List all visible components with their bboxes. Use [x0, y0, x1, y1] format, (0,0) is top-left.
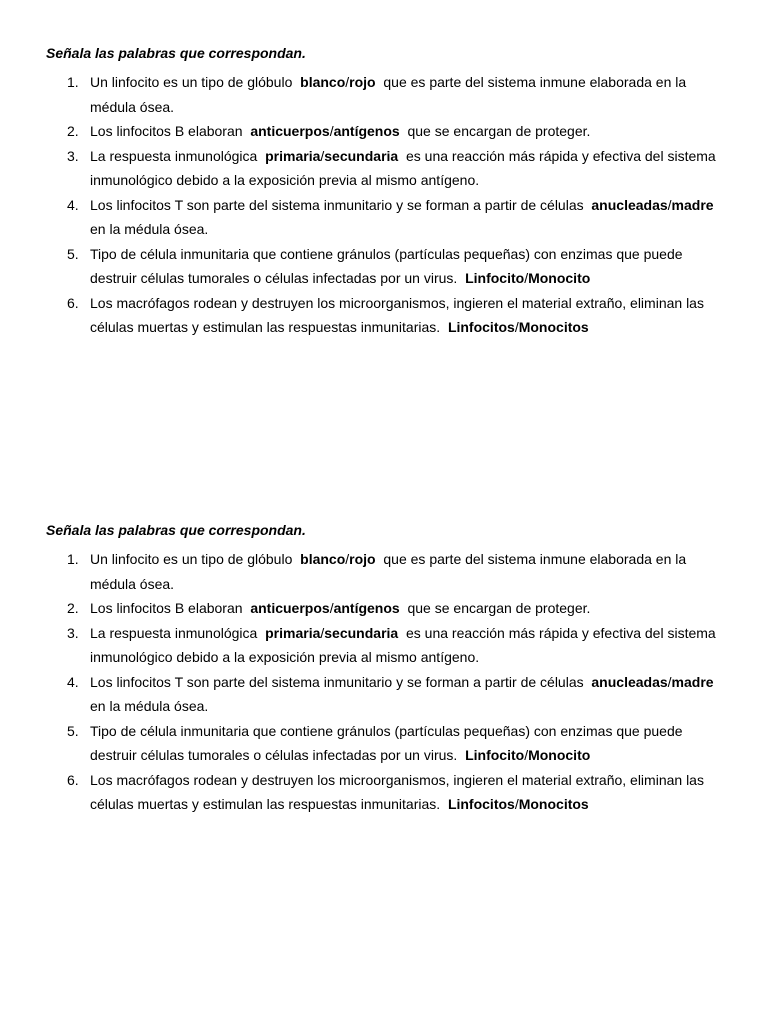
question-text: Los linfocitos T son parte del sistema inmunitario y se forman a partir de células: [90, 196, 584, 213]
option-1[interactable]: Linfocito: [465, 747, 525, 763]
option-separator: /: [514, 796, 519, 812]
option-2[interactable]: antígenos: [333, 600, 400, 616]
question-number: 6.: [67, 771, 79, 788]
question-number: 2.: [67, 123, 79, 139]
question-number: 5.: [67, 245, 79, 262]
question-number: 1.: [67, 74, 79, 90]
question-text-after: es una reacción más rápida y efectiva del sistema inmunológico debido a la exposición previa al mismo antígeno.: [90, 624, 716, 665]
option-separator: /: [345, 74, 350, 90]
question-text: La respuesta inmunológica: [90, 624, 258, 641]
worksheet-1: [46, 44, 726, 340]
question-text-after: en la médula ósea.: [90, 698, 209, 714]
question-number: 1.: [67, 551, 79, 567]
question-item-3: [46, 621, 726, 670]
question-list: [46, 547, 726, 817]
option-1[interactable]: Linfocitos: [447, 796, 515, 812]
worksheet-2: [46, 521, 726, 817]
question-text: Los macrófagos rodean y destruyen los microorganismos, ingieren el material extraño, eliminan las células muertas y estimulan las respuestas inmunitarias.: [90, 294, 704, 335]
option-2[interactable]: antígenos: [333, 123, 400, 139]
option-separator: /: [329, 600, 334, 616]
question-text-after: que es parte del sistema inmune elaborada en la médula ósea.: [90, 551, 687, 592]
question-item-1: [46, 70, 726, 119]
option-separator: /: [329, 123, 334, 139]
question-text: Los linfocitos T son parte del sistema inmunitario y se forman a partir de células: [90, 673, 584, 690]
question-number: 3.: [67, 624, 79, 641]
option-1[interactable]: Linfocitos: [447, 319, 515, 335]
question-text: Los linfocitos B elaboran: [90, 123, 243, 139]
option-1[interactable]: anticuerpos: [250, 123, 330, 139]
option-1[interactable]: primaria: [265, 147, 321, 164]
question-number: 6.: [67, 294, 79, 311]
option-separator: /: [345, 551, 350, 567]
option-2[interactable]: Monocitos: [518, 796, 589, 812]
question-item-4: [46, 670, 726, 719]
question-text-after: es una reacción más rápida y efectiva del sistema inmunológico debido a la exposición previa al mismo antígeno.: [90, 147, 716, 188]
option-separator: /: [514, 319, 519, 335]
option-2[interactable]: rojo: [349, 74, 376, 90]
worksheet-title: Señala las palabras que correspondan.: [46, 522, 306, 538]
question-text-after: que se encargan de proteger.: [407, 600, 591, 616]
question-text: Un linfocito es un tipo de glóbulo: [90, 74, 293, 90]
question-item-6: [46, 768, 726, 817]
option-1[interactable]: anucleadas: [591, 196, 668, 213]
question-item-4: [46, 193, 726, 242]
option-2[interactable]: Monocito: [528, 270, 591, 286]
option-1[interactable]: primaria: [265, 624, 321, 641]
question-number: 3.: [67, 147, 79, 164]
question-item-1: [46, 547, 726, 596]
option-1[interactable]: Linfocito: [465, 270, 525, 286]
question-item-2: [46, 596, 726, 621]
option-1[interactable]: blanco: [300, 74, 346, 90]
option-separator: /: [320, 624, 325, 641]
question-item-5: [46, 242, 726, 291]
option-1[interactable]: anticuerpos: [250, 600, 330, 616]
question-text-after: que es parte del sistema inmune elaborada en la médula ósea.: [90, 74, 687, 115]
question-text: Tipo de célula inmunitaria que contiene gránulos (partículas pequeñas) con enzimas que puede destruir células tumorales o células infectadas por un virus.: [90, 245, 683, 286]
option-2[interactable]: rojo: [349, 551, 376, 567]
question-number: 5.: [67, 722, 79, 739]
option-2[interactable]: madre: [671, 196, 714, 213]
question-text: La respuesta inmunológica: [90, 147, 258, 164]
option-separator: /: [524, 270, 529, 286]
option-separator: /: [524, 747, 529, 763]
question-text: Tipo de célula inmunitaria que contiene gránulos (partículas pequeñas) con enzimas que puede destruir células tumorales o células infectadas por un virus.: [90, 722, 683, 763]
option-1[interactable]: blanco: [300, 551, 346, 567]
option-2[interactable]: secundaria: [324, 147, 399, 164]
question-item-2: [46, 119, 726, 144]
option-2[interactable]: Monocitos: [518, 319, 589, 335]
worksheet-title: Señala las palabras que correspondan.: [46, 45, 306, 61]
question-item-3: [46, 144, 726, 193]
question-text: Los macrófagos rodean y destruyen los microorganismos, ingieren el material extraño, eliminan las células muertas y estimulan las respuestas inmunitarias.: [90, 771, 704, 812]
option-separator: /: [667, 196, 672, 213]
question-item-6: [46, 291, 726, 340]
option-2[interactable]: Monocito: [528, 747, 591, 763]
question-number: 4.: [67, 196, 79, 213]
question-number: 2.: [67, 600, 79, 616]
question-text: Un linfocito es un tipo de glóbulo: [90, 551, 293, 567]
option-2[interactable]: madre: [671, 673, 714, 690]
question-text-after: que se encargan de proteger.: [407, 123, 591, 139]
option-separator: /: [320, 147, 325, 164]
option-2[interactable]: secundaria: [324, 624, 399, 641]
question-text-after: en la médula ósea.: [90, 221, 209, 237]
option-separator: /: [667, 673, 672, 690]
question-list: [46, 70, 726, 340]
question-item-5: [46, 719, 726, 768]
question-number: 4.: [67, 673, 79, 690]
question-text: Los linfocitos B elaboran: [90, 600, 243, 616]
option-1[interactable]: anucleadas: [591, 673, 668, 690]
